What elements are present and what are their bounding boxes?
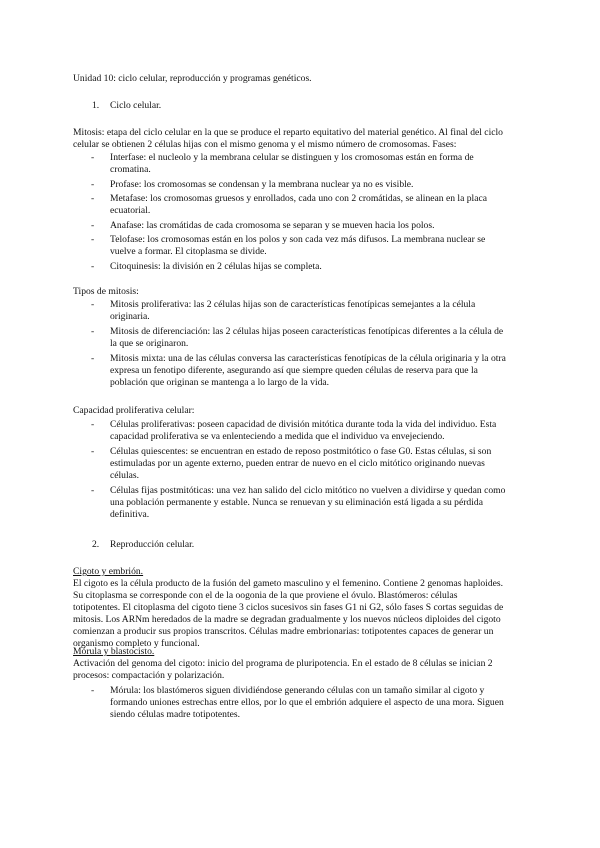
bullet-dash: - — [91, 152, 95, 163]
phase-interfase: Interfase: el nucleolo y la membrana celular se distinguen y los cromosomas están en forma de cromatina. — [110, 152, 474, 175]
capacity-proliferativas: Células proliferativas: poseen capacidad de división mitótica durante toda la vida del individuo. Esta capacidad proliferativa se va enlenteciendo a medida que el individuo va envejeciendo. — [110, 419, 497, 442]
type-proliferativa: Mitosis proliferativa: las 2 células hijas son de características fenotípicas semejantes a la célula originaria. — [110, 299, 476, 322]
morula-line-1: Activación del genoma del cigoto: inicio del programa de pluripotencia. En el estado de 8 células se inician 2 — [73, 658, 493, 669]
capacity-quiescentes: Células quiescentes: se encuentran en estado de reposo postmitótico o fase G0. Estas células, si son estimuladas por un agente externo, pueden entrar de nuevo en el ciclo mitótico originando nuevas células. — [110, 446, 492, 481]
bullet-dash: - — [91, 485, 95, 496]
cigoto-line-5: comienzan a producir sus propios transcritos. Células madre embrionarias: totipotentes capaces de generar un — [73, 626, 494, 637]
mitosis-intro-line-1: Mitosis: etapa del ciclo celular en la que se produce el reparto equitativo del material genético. Al final del ciclo — [73, 127, 503, 138]
section-2-number: 2. — [92, 539, 100, 550]
morula-line-2: procesos: compactación y polarización. — [73, 670, 225, 681]
cigoto-line-6: organismo completo y funcional. — [73, 638, 200, 649]
section-1-heading: Ciclo celular. — [110, 100, 162, 111]
types-heading: Tipos de mitosis: — [73, 286, 139, 297]
mitosis-intro-line-2: celular se obtienen 2 células hijas con el mismo genoma y el mismo número de cromosomas. Fases: — [73, 139, 457, 150]
cigoto-line-2: Su citoplasma se corresponde con el de la oogonia de la que proviene el óvulo. Blastómeros: células — [73, 590, 458, 601]
section-2-heading: Reproducción celular. — [110, 539, 195, 550]
phase-anafase: Anafase: las cromátidas de cada cromosoma se separan y se mueven hacia los polos. — [110, 220, 435, 231]
type-diferenciacion: Mitosis de diferenciación: las 2 células hijas poseen características fenotípicas diferentes a la célula de la que se originaron. — [110, 326, 504, 349]
bullet-dash: - — [91, 179, 95, 190]
cigoto-line-4: mitosis. Los ARNm heredados de la madre se degradan gradualmente y los nuevos núcleos diploides del cigoto — [73, 614, 501, 625]
phase-metafase: Metafase: los cromosomas gruesos y enrollados, cada uno con 2 cromátidas, se alinean en la placa ecuatorial. — [110, 193, 487, 216]
morula-heading: Mórula y blastocisto. — [73, 646, 155, 657]
bullet-dash: - — [91, 261, 95, 272]
capacity-fijas: Células fijas postmitóticas: una vez han salido del ciclo mitótico no vuelven a dividirse y quedan como una población permanente y estable. Nunca se renuevan y su eliminación está ligada a su pérdida definitiva. — [110, 485, 506, 520]
phase-profase: Profase: los cromosomas se condensan y la membrana nuclear ya no es visible. — [110, 179, 414, 190]
bullet-dash: - — [91, 353, 95, 364]
phase-telofase: Telofase: los cromosomas están en los polos y son cada vez más difusos. La membrana nuclear se vuelve a formar. El citoplasma se divide. — [110, 234, 486, 257]
bullet-dash: - — [91, 220, 95, 231]
bullet-dash: - — [91, 193, 95, 204]
cigoto-line-3: totipotentes. El citoplasma del cigoto tiene 3 ciclos sucesivos sin fases G1 ni G2, sólo fases S cortas seguidas de — [73, 602, 504, 613]
capacity-heading: Capacidad proliferativa celular: — [73, 405, 195, 416]
type-mixta: Mitosis mixta: una de las células conversa las características fenotípicas de la célula originaria y la otra expresa un fenotipo diferente, asegurando así que siempre queden células de reserva para que la población que originan se mantenga a lo largo de la vida. — [110, 353, 506, 388]
bullet-dash: - — [91, 299, 95, 310]
phase-citoquinesis: Citoquinesis: la división en 2 células hijas se completa. — [110, 261, 322, 272]
bullet-dash: - — [91, 234, 95, 245]
document-title: Unidad 10: ciclo celular, reproducción y programas genéticos. — [73, 73, 312, 84]
cigoto-line-1: El cigoto es la célula producto de la fusión del gameto masculino y el femenino. Contiene 2 genomas haploides. — [73, 578, 504, 589]
bullet-dash: - — [91, 685, 95, 696]
bullet-dash: - — [91, 419, 95, 430]
bullet-dash: - — [91, 326, 95, 337]
morula-item: Mórula: los blastómeros siguen dividiéndose generando células con un tamaño similar al cigoto y formando uniones estrechas entre ellos, por lo que el embrión adquiere el aspecto de una mora. Siguen siendo células madre totipotentes. — [110, 685, 504, 720]
cigoto-heading: Cigoto y embrión. — [73, 566, 144, 577]
section-1-number: 1. — [92, 100, 100, 111]
bullet-dash: - — [91, 446, 95, 457]
